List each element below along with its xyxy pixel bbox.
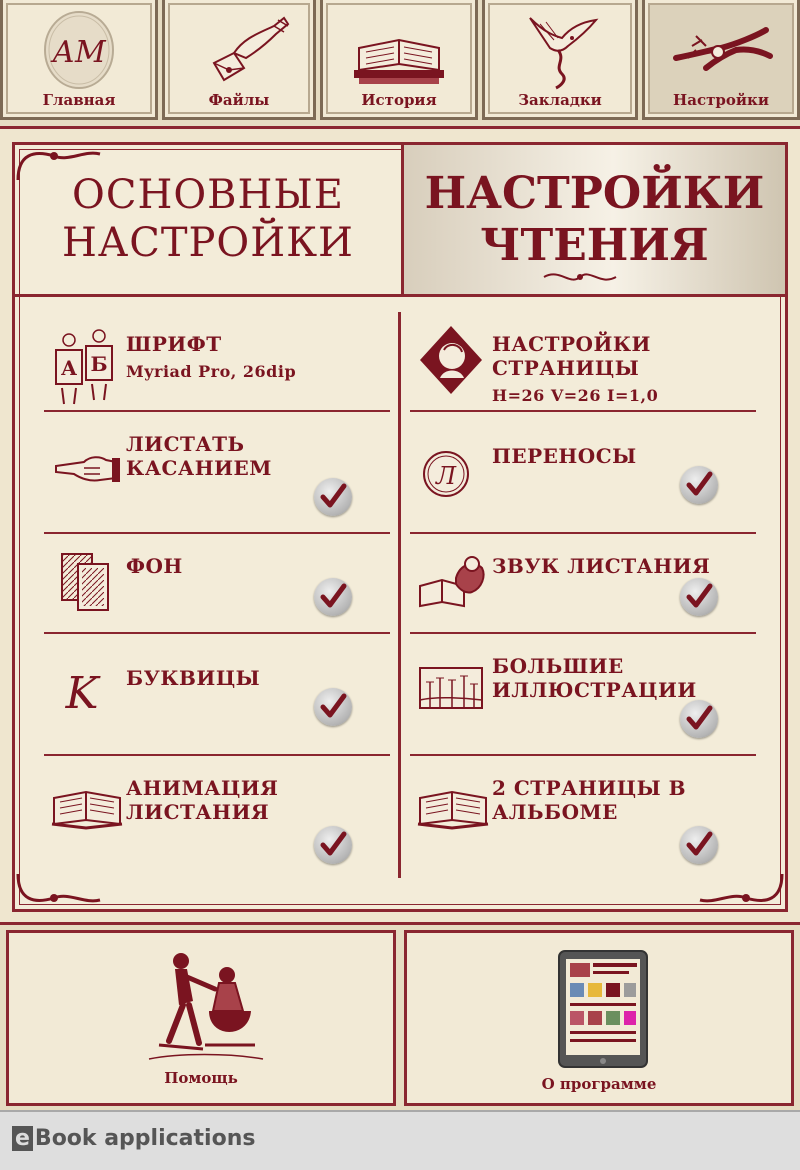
help-button[interactable] <box>6 930 396 1106</box>
nav-files-label: Файлы <box>208 91 270 109</box>
corner-ornament-bottom-right <box>696 870 786 910</box>
hand-letter-icon <box>184 8 294 92</box>
top-nav <box>0 0 800 129</box>
svg-text:А: А <box>60 356 78 380</box>
font-ab-icon <box>50 328 120 398</box>
tab-basic-settings[interactable]: ОСНОВНЫЕ НАСТРОЙКИ <box>62 172 354 266</box>
column-divider <box>398 312 401 878</box>
about-button[interactable] <box>404 930 794 1106</box>
setting-font-value: Myriad Pro, 26dip <box>126 362 297 381</box>
large-illustrations-checkbox[interactable] <box>680 700 718 738</box>
checkmark-icon <box>680 466 718 504</box>
help-label: Помощь <box>164 1069 238 1087</box>
svg-text:K: K <box>65 668 99 719</box>
hyphen-seal-icon <box>416 440 486 510</box>
checkmark-icon <box>314 688 352 726</box>
row-divider <box>44 632 390 634</box>
checkmark-icon <box>314 478 352 516</box>
checkmark-icon <box>680 700 718 738</box>
checkmark-icon <box>314 578 352 616</box>
page-animation-checkbox[interactable] <box>314 826 352 864</box>
nav-files[interactable] <box>162 0 316 120</box>
svg-text:Л: Л <box>435 462 457 490</box>
nav-home-label: Главная <box>42 91 116 109</box>
books-icon <box>344 8 454 92</box>
tab-flourish <box>540 268 620 286</box>
skaters-icon <box>139 949 269 1069</box>
reading-figure-icon <box>416 550 486 620</box>
hyphenation-checkbox[interactable] <box>680 466 718 504</box>
tablet-preview-icon <box>555 947 651 1071</box>
setting-background-title: ФОН <box>126 554 183 578</box>
open-book-icon <box>416 784 486 854</box>
nav-bookmarks-label: Закладки <box>518 91 602 109</box>
background-checkbox[interactable] <box>314 578 352 616</box>
about-label: О программе <box>541 1075 657 1093</box>
landscape-icon <box>416 664 486 734</box>
checkmark-icon <box>314 826 352 864</box>
nav-bookmarks[interactable] <box>482 0 638 120</box>
setting-large-illustrations-title: БОЛЬШИЕ ИЛЛЮСТРАЦИИ <box>492 654 697 702</box>
monogram-text: АМ <box>52 35 106 70</box>
drop-caps-checkbox[interactable] <box>314 688 352 726</box>
setting-drop-caps-title: БУКВИЦЫ <box>126 666 261 690</box>
initial-letter-icon <box>50 662 120 732</box>
row-divider <box>410 410 756 412</box>
setting-page-layout[interactable] <box>410 312 756 412</box>
brand-logo <box>12 1126 255 1151</box>
nav-home[interactable] <box>0 0 158 120</box>
bird-ribbon-icon <box>510 8 610 96</box>
setting-font-label: ШРИФТ <box>126 332 222 356</box>
checkmark-icon <box>680 578 718 616</box>
settings-tabs <box>12 142 788 296</box>
svg-text:Б: Б <box>90 352 108 376</box>
setting-page-layout-label: НАСТРОЙКИ СТРАНИЦЫ <box>492 332 651 380</box>
tab-reading-settings[interactable]: НАСТРОЙКИ ЧТЕНИЯ <box>401 145 785 295</box>
brand-logo-e: e <box>12 1126 33 1151</box>
pointing-hand-icon <box>50 442 120 512</box>
setting-font-title <box>126 332 386 384</box>
setting-page-animation-title: АНИМАЦИЯ ЛИСТАНИЯ <box>126 776 279 824</box>
page-sound-checkbox[interactable] <box>680 578 718 616</box>
background-cards-icon <box>50 550 120 620</box>
setting-tap-page-turn-title: ЛИСТАТЬ КАСАНИЕМ <box>126 432 272 480</box>
setting-page-sound-title: ЗВУК ЛИСТАНИЯ <box>492 554 711 578</box>
nav-settings[interactable] <box>642 0 800 120</box>
checkmark-icon <box>680 826 718 864</box>
footer-bar <box>0 1110 800 1170</box>
setting-hyphenation-title: ПЕРЕНОСЫ <box>492 444 637 468</box>
monogram-icon <box>39 8 119 96</box>
pliers-icon <box>666 8 776 96</box>
corner-ornament-bottom-left <box>14 870 104 910</box>
setting-two-pages-landscape-title: 2 СТРАНИЦЫ В АЛЬБОМЕ <box>492 776 687 824</box>
brand-logo-text: Book applications <box>34 1126 256 1151</box>
tap-page-turn-checkbox[interactable] <box>314 478 352 516</box>
tab-divider <box>12 294 788 297</box>
open-book-icon <box>50 784 120 854</box>
two-pages-landscape-checkbox[interactable] <box>680 826 718 864</box>
setting-page-layout-value: H=26 V=26 I=1,0 <box>492 386 659 405</box>
nav-history[interactable] <box>320 0 478 120</box>
setting-font[interactable] <box>44 312 390 412</box>
nav-settings-label: Настройки <box>673 91 769 109</box>
page-portrait-icon <box>416 322 486 392</box>
setting-page-layout-title <box>492 332 752 408</box>
nav-history-label: История <box>361 91 437 109</box>
